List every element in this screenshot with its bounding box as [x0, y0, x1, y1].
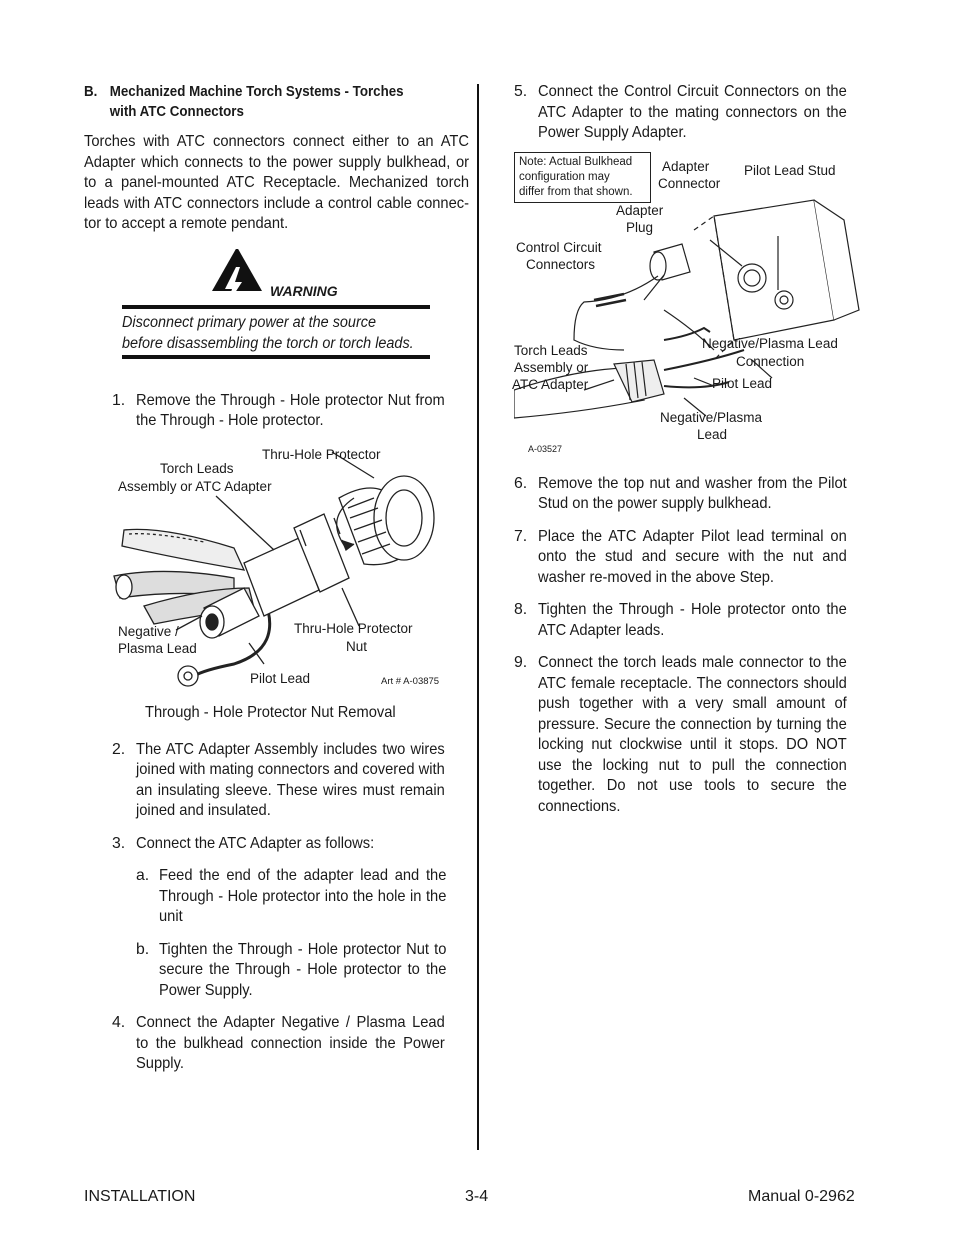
label-neg-lead-1: Negative/Plasma	[660, 409, 763, 425]
label-neg-conn-2: Connection	[736, 353, 805, 369]
footer-manual-number: Manual 0-2962	[748, 1188, 855, 1205]
label-pilot-lead: Pilot Lead	[712, 375, 773, 391]
warning-text: Disconnect primary power at the source before disassembling the torch or torch leads.	[122, 313, 414, 352]
figure-bulkhead-connection	[514, 150, 870, 464]
step-6: 6. Remove the top nut and washer from the Pilot Stud on the power supply bulkhead.	[514, 474, 847, 512]
section-heading	[84, 82, 461, 122]
label-adapter-connector-1: Adapter	[662, 158, 710, 174]
intro-paragraph: Torches with ATC connectors connect either to an ATC Adapter which connects to the power supply bulkhead, or to a panel-mounted ATC Receptacle. Mechanized torch leads with ATC connectors include a control cable connec-tor to accept a remote pendant.	[84, 133, 470, 232]
right-column	[514, 82, 870, 817]
step-7: 7. Place the ATC Adapter Pilot lead terminal on onto the stud and secure with the nut and washer re-moved in the above Step.	[514, 527, 847, 586]
warning-block	[84, 249, 468, 381]
step-1: 1. Remove the Through - Hole protector Nut from the Through - Hole protector.	[112, 391, 445, 429]
step-4: 4. Connect the Adapter Negative / Plasma Lead to the bulkhead connection inside the Power Supply.	[112, 1014, 445, 1072]
substep-a: a. Feed the end of the adapter lead and the Through - Hole protector into the hole in the unit	[136, 867, 447, 925]
label-pilot-lead: Pilot Lead	[250, 670, 311, 686]
label-neg-conn-1: Negative/Plasma Lead	[702, 335, 838, 351]
warning-label: WARNING	[270, 282, 338, 299]
label-adapter-plug-1: Adapter	[616, 202, 664, 218]
warning-rule-bottom	[122, 355, 430, 359]
label-pilot-lead-stud: Pilot Lead Stud	[744, 162, 836, 178]
label-control-circuit-2: Connectors	[526, 256, 596, 272]
label-torch-leads-1: Torch Leads	[160, 460, 234, 476]
note-box: Note: Actual Bulkhead configuration may differ from that shown.	[514, 152, 651, 203]
footer-page-number: 3-4	[465, 1188, 489, 1205]
thru-hole-protector-illustration	[84, 438, 468, 698]
label-control-circuit-1: Control Circuit	[516, 239, 602, 255]
art-number: Art # A-03875	[381, 675, 440, 687]
step-9: 9. Connect the torch leads male connector to the ATC female receptacle. The connectors should push together with a very small amount of pressure. Secure the connection by turning the locking nut clockwise until it stops. DO NOT use the locking nut to pull the connection together. Do not use tools to secure the connections.	[514, 654, 847, 815]
column-divider	[477, 84, 479, 1150]
label-adapter-connector-2: Connector	[658, 175, 721, 191]
step-5: 5. Connect the Control Circuit Connectors on the ATC Adapter to the mating connectors on the Power Supply Adapter.	[514, 83, 847, 141]
label-torch-leads-1: Torch Leads	[514, 342, 588, 358]
label-neg-lead-2: Lead	[697, 426, 728, 442]
step-2: 2. The ATC Adapter Assembly includes two wires joined with mating connectors and covered with an insulating sleeve. These wires must remain joined and insulated.	[112, 740, 445, 819]
label-torch-leads-3: ATC Adapter	[512, 376, 589, 392]
step-8: 8. Tighten the Through - Hole protector onto the ATC Adapter leads.	[514, 601, 847, 639]
section-title-line1: Mechanized Machine Torch Systems - Torches	[109, 84, 404, 100]
label-negative-1: Negative /	[118, 623, 179, 639]
label-nut-2: Nut	[346, 638, 368, 654]
figure-thru-hole-nut-removal	[84, 438, 468, 698]
label-nut-1: Thru-Hole Protector	[294, 620, 413, 636]
section-letter: B.	[84, 84, 98, 100]
label-torch-leads-2: Assembly or	[514, 359, 589, 375]
section-title-line2: with ATC Connectors	[109, 104, 244, 120]
label-negative-2: Plasma Lead	[118, 640, 197, 656]
left-column	[84, 82, 468, 1075]
art-number-2: A-03527	[528, 443, 563, 454]
label-thru-hole-protector: Thru-Hole Protector	[262, 446, 381, 462]
warning-rule-top	[122, 305, 430, 309]
label-torch-leads-2: Assembly or ATC Adapter	[118, 478, 272, 494]
substep-b: b. Tighten the Through - Hole protector Nut to secure the Through - Hole protector to the Power Supply.	[136, 940, 447, 999]
footer-section: INSTALLATION	[84, 1188, 196, 1205]
figure-caption: Through - Hole Protector Nut Removal	[145, 703, 396, 721]
label-adapter-plug-2: Plug	[626, 219, 654, 235]
step-3: 3. Connect the ATC Adapter as follows:	[112, 834, 375, 852]
